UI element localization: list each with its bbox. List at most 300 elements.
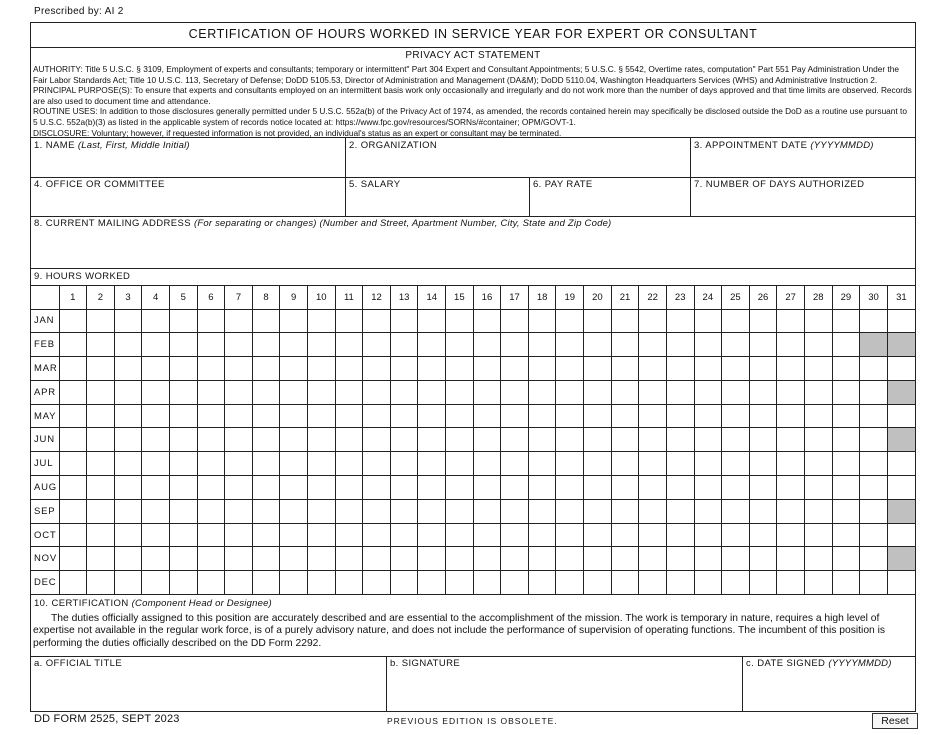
hours-cell[interactable] <box>225 380 253 404</box>
hours-cell[interactable] <box>749 452 777 476</box>
hours-cell[interactable] <box>832 547 860 571</box>
hours-cell[interactable] <box>169 476 197 500</box>
hours-cell[interactable] <box>860 523 888 547</box>
hours-cell[interactable] <box>832 452 860 476</box>
hours-cell[interactable] <box>666 476 694 500</box>
hours-cell[interactable] <box>749 309 777 333</box>
hours-cell[interactable] <box>832 523 860 547</box>
hours-cell[interactable] <box>59 404 87 428</box>
hours-cell[interactable] <box>307 452 335 476</box>
hours-cell[interactable] <box>501 357 529 381</box>
hours-cell[interactable] <box>225 476 253 500</box>
appointment-date-field[interactable] <box>691 137 915 177</box>
hours-cell[interactable] <box>501 333 529 357</box>
hours-cell[interactable] <box>363 571 391 595</box>
hours-cell[interactable] <box>694 476 722 500</box>
hours-cell[interactable] <box>252 452 280 476</box>
hours-cell[interactable] <box>528 499 556 523</box>
hours-cell[interactable] <box>528 309 556 333</box>
hours-cell[interactable] <box>832 333 860 357</box>
hours-cell[interactable] <box>363 547 391 571</box>
hours-cell[interactable] <box>418 380 446 404</box>
hours-cell[interactable] <box>832 571 860 595</box>
hours-cell[interactable] <box>777 404 805 428</box>
hours-cell[interactable] <box>307 309 335 333</box>
hours-cell[interactable] <box>252 476 280 500</box>
hours-cell[interactable] <box>280 380 308 404</box>
hours-cell[interactable] <box>528 476 556 500</box>
hours-cell[interactable] <box>584 571 612 595</box>
hours-cell[interactable] <box>722 428 750 452</box>
hours-cell[interactable] <box>418 452 446 476</box>
hours-cell[interactable] <box>804 404 832 428</box>
office-field[interactable] <box>31 177 345 216</box>
hours-cell[interactable] <box>832 380 860 404</box>
hours-cell[interactable] <box>59 333 87 357</box>
hours-cell[interactable] <box>501 499 529 523</box>
hours-cell[interactable] <box>611 404 639 428</box>
hours-cell[interactable] <box>169 499 197 523</box>
hours-cell[interactable] <box>142 452 170 476</box>
hours-cell[interactable] <box>860 380 888 404</box>
hours-cell[interactable] <box>169 357 197 381</box>
hours-cell[interactable] <box>446 547 474 571</box>
hours-cell[interactable] <box>418 357 446 381</box>
hours-cell[interactable] <box>280 452 308 476</box>
hours-cell[interactable] <box>335 523 363 547</box>
hours-cell[interactable] <box>584 499 612 523</box>
hours-cell[interactable] <box>777 571 805 595</box>
hours-cell[interactable] <box>280 523 308 547</box>
hours-cell[interactable] <box>860 476 888 500</box>
hours-cell[interactable] <box>225 571 253 595</box>
hours-cell[interactable] <box>280 404 308 428</box>
hours-cell[interactable] <box>446 404 474 428</box>
hours-cell[interactable] <box>804 547 832 571</box>
hours-cell[interactable] <box>363 357 391 381</box>
hours-cell[interactable] <box>169 547 197 571</box>
hours-cell[interactable] <box>197 357 225 381</box>
hours-cell[interactable] <box>114 309 142 333</box>
hours-cell[interactable] <box>335 571 363 595</box>
hours-cell[interactable] <box>280 571 308 595</box>
hours-cell[interactable] <box>390 476 418 500</box>
hours-cell[interactable] <box>722 333 750 357</box>
hours-cell[interactable] <box>225 452 253 476</box>
hours-cell[interactable] <box>473 357 501 381</box>
hours-cell[interactable] <box>363 380 391 404</box>
hours-cell[interactable] <box>611 309 639 333</box>
hours-cell[interactable] <box>666 333 694 357</box>
hours-cell[interactable] <box>142 357 170 381</box>
hours-cell[interactable] <box>473 333 501 357</box>
hours-cell[interactable] <box>639 333 667 357</box>
hours-cell[interactable] <box>722 547 750 571</box>
hours-cell[interactable] <box>87 476 115 500</box>
hours-cell[interactable] <box>722 452 750 476</box>
hours-cell[interactable] <box>114 499 142 523</box>
hours-cell[interactable] <box>225 357 253 381</box>
hours-cell[interactable] <box>252 499 280 523</box>
hours-cell[interactable] <box>584 428 612 452</box>
hours-cell[interactable] <box>666 452 694 476</box>
hours-cell[interactable] <box>307 428 335 452</box>
hours-cell[interactable] <box>418 523 446 547</box>
hours-cell[interactable] <box>280 357 308 381</box>
hours-cell[interactable] <box>639 309 667 333</box>
hours-cell[interactable] <box>114 571 142 595</box>
hours-cell[interactable] <box>225 523 253 547</box>
hours-cell[interactable] <box>197 547 225 571</box>
hours-cell[interactable] <box>749 476 777 500</box>
hours-cell[interactable] <box>501 309 529 333</box>
hours-cell[interactable] <box>528 523 556 547</box>
hours-cell[interactable] <box>584 523 612 547</box>
hours-cell[interactable] <box>114 476 142 500</box>
hours-cell[interactable] <box>87 428 115 452</box>
days-authorized-field[interactable] <box>691 177 915 216</box>
hours-cell[interactable] <box>722 309 750 333</box>
hours-cell[interactable] <box>252 309 280 333</box>
hours-cell[interactable] <box>887 452 915 476</box>
hours-cell[interactable] <box>639 523 667 547</box>
signature-field[interactable] <box>387 656 742 712</box>
hours-cell[interactable] <box>611 357 639 381</box>
pay-rate-field[interactable] <box>530 177 690 216</box>
hours-cell[interactable] <box>335 428 363 452</box>
hours-cell[interactable] <box>142 523 170 547</box>
hours-cell[interactable] <box>418 476 446 500</box>
hours-cell[interactable] <box>446 523 474 547</box>
hours-cell[interactable] <box>252 428 280 452</box>
hours-cell[interactable] <box>142 309 170 333</box>
hours-cell[interactable] <box>473 380 501 404</box>
hours-cell[interactable] <box>363 428 391 452</box>
hours-cell[interactable] <box>860 452 888 476</box>
hours-cell[interactable] <box>390 333 418 357</box>
hours-cell[interactable] <box>501 380 529 404</box>
hours-cell[interactable] <box>611 547 639 571</box>
hours-cell[interactable] <box>335 357 363 381</box>
hours-cell[interactable] <box>639 571 667 595</box>
hours-cell[interactable] <box>363 333 391 357</box>
hours-cell[interactable] <box>777 523 805 547</box>
hours-cell[interactable] <box>307 547 335 571</box>
hours-cell[interactable] <box>446 571 474 595</box>
hours-cell[interactable] <box>418 499 446 523</box>
hours-cell[interactable] <box>280 547 308 571</box>
hours-cell[interactable] <box>335 499 363 523</box>
hours-cell[interactable] <box>252 357 280 381</box>
hours-cell[interactable] <box>611 499 639 523</box>
hours-cell[interactable] <box>87 380 115 404</box>
hours-cell[interactable] <box>501 523 529 547</box>
hours-cell[interactable] <box>639 404 667 428</box>
hours-cell[interactable] <box>335 547 363 571</box>
hours-cell[interactable] <box>252 571 280 595</box>
hours-cell[interactable] <box>335 380 363 404</box>
hours-cell[interactable] <box>142 333 170 357</box>
hours-cell[interactable] <box>639 357 667 381</box>
hours-cell[interactable] <box>473 499 501 523</box>
official-title-field[interactable] <box>31 656 386 712</box>
hours-cell[interactable] <box>666 499 694 523</box>
hours-cell[interactable] <box>446 452 474 476</box>
hours-cell[interactable] <box>639 380 667 404</box>
hours-cell[interactable] <box>280 333 308 357</box>
hours-cell[interactable] <box>611 428 639 452</box>
hours-cell[interactable] <box>59 452 87 476</box>
hours-cell[interactable] <box>169 428 197 452</box>
hours-cell[interactable] <box>473 476 501 500</box>
hours-cell[interactable] <box>722 499 750 523</box>
hours-cell[interactable] <box>87 571 115 595</box>
hours-cell[interactable] <box>694 333 722 357</box>
hours-cell[interactable] <box>611 452 639 476</box>
hours-cell[interactable] <box>887 404 915 428</box>
hours-cell[interactable] <box>169 452 197 476</box>
hours-cell[interactable] <box>114 380 142 404</box>
hours-cell[interactable] <box>307 476 335 500</box>
hours-cell[interactable] <box>114 428 142 452</box>
hours-cell[interactable] <box>556 357 584 381</box>
hours-cell[interactable] <box>418 333 446 357</box>
name-field[interactable] <box>31 137 345 177</box>
hours-cell[interactable] <box>556 476 584 500</box>
hours-cell[interactable] <box>860 499 888 523</box>
hours-cell[interactable] <box>639 547 667 571</box>
hours-cell[interactable] <box>694 357 722 381</box>
hours-cell[interactable] <box>87 309 115 333</box>
hours-cell[interactable] <box>777 452 805 476</box>
hours-cell[interactable] <box>197 309 225 333</box>
hours-cell[interactable] <box>584 333 612 357</box>
hours-cell[interactable] <box>556 571 584 595</box>
hours-cell[interactable] <box>280 476 308 500</box>
hours-cell[interactable] <box>142 499 170 523</box>
hours-cell[interactable] <box>722 523 750 547</box>
hours-cell[interactable] <box>860 547 888 571</box>
hours-cell[interactable] <box>666 357 694 381</box>
hours-cell[interactable] <box>473 309 501 333</box>
hours-cell[interactable] <box>528 333 556 357</box>
hours-cell[interactable] <box>59 499 87 523</box>
hours-cell[interactable] <box>87 523 115 547</box>
hours-cell[interactable] <box>584 452 612 476</box>
hours-cell[interactable] <box>722 380 750 404</box>
hours-cell[interactable] <box>666 523 694 547</box>
hours-cell[interactable] <box>887 357 915 381</box>
hours-cell[interactable] <box>584 547 612 571</box>
hours-cell[interactable] <box>556 523 584 547</box>
hours-cell[interactable] <box>528 380 556 404</box>
hours-cell[interactable] <box>59 357 87 381</box>
hours-cell[interactable] <box>225 404 253 428</box>
hours-cell[interactable] <box>114 452 142 476</box>
hours-cell[interactable] <box>225 309 253 333</box>
hours-cell[interactable] <box>804 523 832 547</box>
hours-cell[interactable] <box>749 428 777 452</box>
hours-cell[interactable] <box>446 380 474 404</box>
hours-cell[interactable] <box>804 428 832 452</box>
hours-cell[interactable] <box>777 547 805 571</box>
hours-cell[interactable] <box>639 452 667 476</box>
hours-cell[interactable] <box>749 333 777 357</box>
hours-cell[interactable] <box>694 428 722 452</box>
hours-cell[interactable] <box>749 499 777 523</box>
hours-cell[interactable] <box>694 499 722 523</box>
mailing-address-field[interactable] <box>31 216 915 268</box>
hours-cell[interactable] <box>307 404 335 428</box>
hours-cell[interactable] <box>777 428 805 452</box>
hours-cell[interactable] <box>169 571 197 595</box>
hours-cell[interactable] <box>390 547 418 571</box>
hours-cell[interactable] <box>59 476 87 500</box>
hours-cell[interactable] <box>804 499 832 523</box>
hours-cell[interactable] <box>611 476 639 500</box>
hours-cell[interactable] <box>252 333 280 357</box>
hours-cell[interactable] <box>169 380 197 404</box>
hours-cell[interactable] <box>197 428 225 452</box>
hours-cell[interactable] <box>473 523 501 547</box>
hours-cell[interactable] <box>556 428 584 452</box>
hours-cell[interactable] <box>473 404 501 428</box>
hours-cell[interactable] <box>390 380 418 404</box>
hours-cell[interactable] <box>280 428 308 452</box>
hours-cell[interactable] <box>694 547 722 571</box>
hours-cell[interactable] <box>142 404 170 428</box>
hours-cell[interactable] <box>390 428 418 452</box>
hours-cell[interactable] <box>611 333 639 357</box>
hours-cell[interactable] <box>749 357 777 381</box>
hours-cell[interactable] <box>59 428 87 452</box>
hours-cell[interactable] <box>694 380 722 404</box>
hours-cell[interactable] <box>169 333 197 357</box>
hours-cell[interactable] <box>418 547 446 571</box>
hours-cell[interactable] <box>225 547 253 571</box>
hours-cell[interactable] <box>666 547 694 571</box>
hours-cell[interactable] <box>584 380 612 404</box>
hours-cell[interactable] <box>446 333 474 357</box>
hours-cell[interactable] <box>556 547 584 571</box>
hours-cell[interactable] <box>749 404 777 428</box>
hours-cell[interactable] <box>584 404 612 428</box>
hours-cell[interactable] <box>556 452 584 476</box>
hours-cell[interactable] <box>804 571 832 595</box>
hours-cell[interactable] <box>832 499 860 523</box>
hours-cell[interactable] <box>694 523 722 547</box>
hours-cell[interactable] <box>169 523 197 547</box>
hours-cell[interactable] <box>363 309 391 333</box>
hours-cell[interactable] <box>528 452 556 476</box>
hours-cell[interactable] <box>556 333 584 357</box>
hours-cell[interactable] <box>335 452 363 476</box>
hours-cell[interactable] <box>87 452 115 476</box>
hours-cell[interactable] <box>611 523 639 547</box>
hours-cell[interactable] <box>860 428 888 452</box>
hours-cell[interactable] <box>418 309 446 333</box>
hours-cell[interactable] <box>169 404 197 428</box>
hours-cell[interactable] <box>666 404 694 428</box>
hours-cell[interactable] <box>197 571 225 595</box>
hours-cell[interactable] <box>611 380 639 404</box>
hours-cell[interactable] <box>114 404 142 428</box>
hours-cell[interactable] <box>114 547 142 571</box>
hours-cell[interactable] <box>280 499 308 523</box>
hours-cell[interactable] <box>501 547 529 571</box>
hours-cell[interactable] <box>694 404 722 428</box>
hours-cell[interactable] <box>418 571 446 595</box>
hours-cell[interactable] <box>197 333 225 357</box>
hours-cell[interactable] <box>528 428 556 452</box>
hours-cell[interactable] <box>528 547 556 571</box>
hours-cell[interactable] <box>694 452 722 476</box>
hours-cell[interactable] <box>446 428 474 452</box>
hours-cell[interactable] <box>197 404 225 428</box>
reset-button[interactable]: Reset <box>872 713 918 729</box>
hours-cell[interactable] <box>59 523 87 547</box>
hours-cell[interactable] <box>252 547 280 571</box>
hours-cell[interactable] <box>473 571 501 595</box>
hours-cell[interactable] <box>363 476 391 500</box>
hours-cell[interactable] <box>87 333 115 357</box>
hours-cell[interactable] <box>501 452 529 476</box>
hours-cell[interactable] <box>473 547 501 571</box>
hours-cell[interactable] <box>197 380 225 404</box>
hours-cell[interactable] <box>611 571 639 595</box>
hours-cell[interactable] <box>142 571 170 595</box>
hours-cell[interactable] <box>584 309 612 333</box>
hours-cell[interactable] <box>87 357 115 381</box>
hours-cell[interactable] <box>335 404 363 428</box>
hours-cell[interactable] <box>722 404 750 428</box>
hours-cell[interactable] <box>804 309 832 333</box>
hours-cell[interactable] <box>446 357 474 381</box>
hours-cell[interactable] <box>390 499 418 523</box>
hours-cell[interactable] <box>446 309 474 333</box>
hours-cell[interactable] <box>307 357 335 381</box>
hours-cell[interactable] <box>832 357 860 381</box>
hours-cell[interactable] <box>390 309 418 333</box>
hours-cell[interactable] <box>832 476 860 500</box>
hours-cell[interactable] <box>556 499 584 523</box>
hours-cell[interactable] <box>804 333 832 357</box>
hours-cell[interactable] <box>804 476 832 500</box>
hours-cell[interactable] <box>584 357 612 381</box>
hours-cell[interactable] <box>639 476 667 500</box>
hours-cell[interactable] <box>307 571 335 595</box>
hours-cell[interactable] <box>777 357 805 381</box>
hours-cell[interactable] <box>87 547 115 571</box>
hours-cell[interactable] <box>59 571 87 595</box>
hours-cell[interactable] <box>777 380 805 404</box>
hours-cell[interactable] <box>722 357 750 381</box>
hours-cell[interactable] <box>666 309 694 333</box>
hours-cell[interactable] <box>694 571 722 595</box>
hours-cell[interactable] <box>252 380 280 404</box>
hours-cell[interactable] <box>501 476 529 500</box>
hours-cell[interactable] <box>749 380 777 404</box>
hours-cell[interactable] <box>418 428 446 452</box>
hours-cell[interactable] <box>225 333 253 357</box>
hours-cell[interactable] <box>446 476 474 500</box>
hours-cell[interactable] <box>804 452 832 476</box>
hours-cell[interactable] <box>501 571 529 595</box>
hours-cell[interactable] <box>832 404 860 428</box>
hours-cell[interactable] <box>59 309 87 333</box>
hours-cell[interactable] <box>307 380 335 404</box>
hours-cell[interactable] <box>528 357 556 381</box>
